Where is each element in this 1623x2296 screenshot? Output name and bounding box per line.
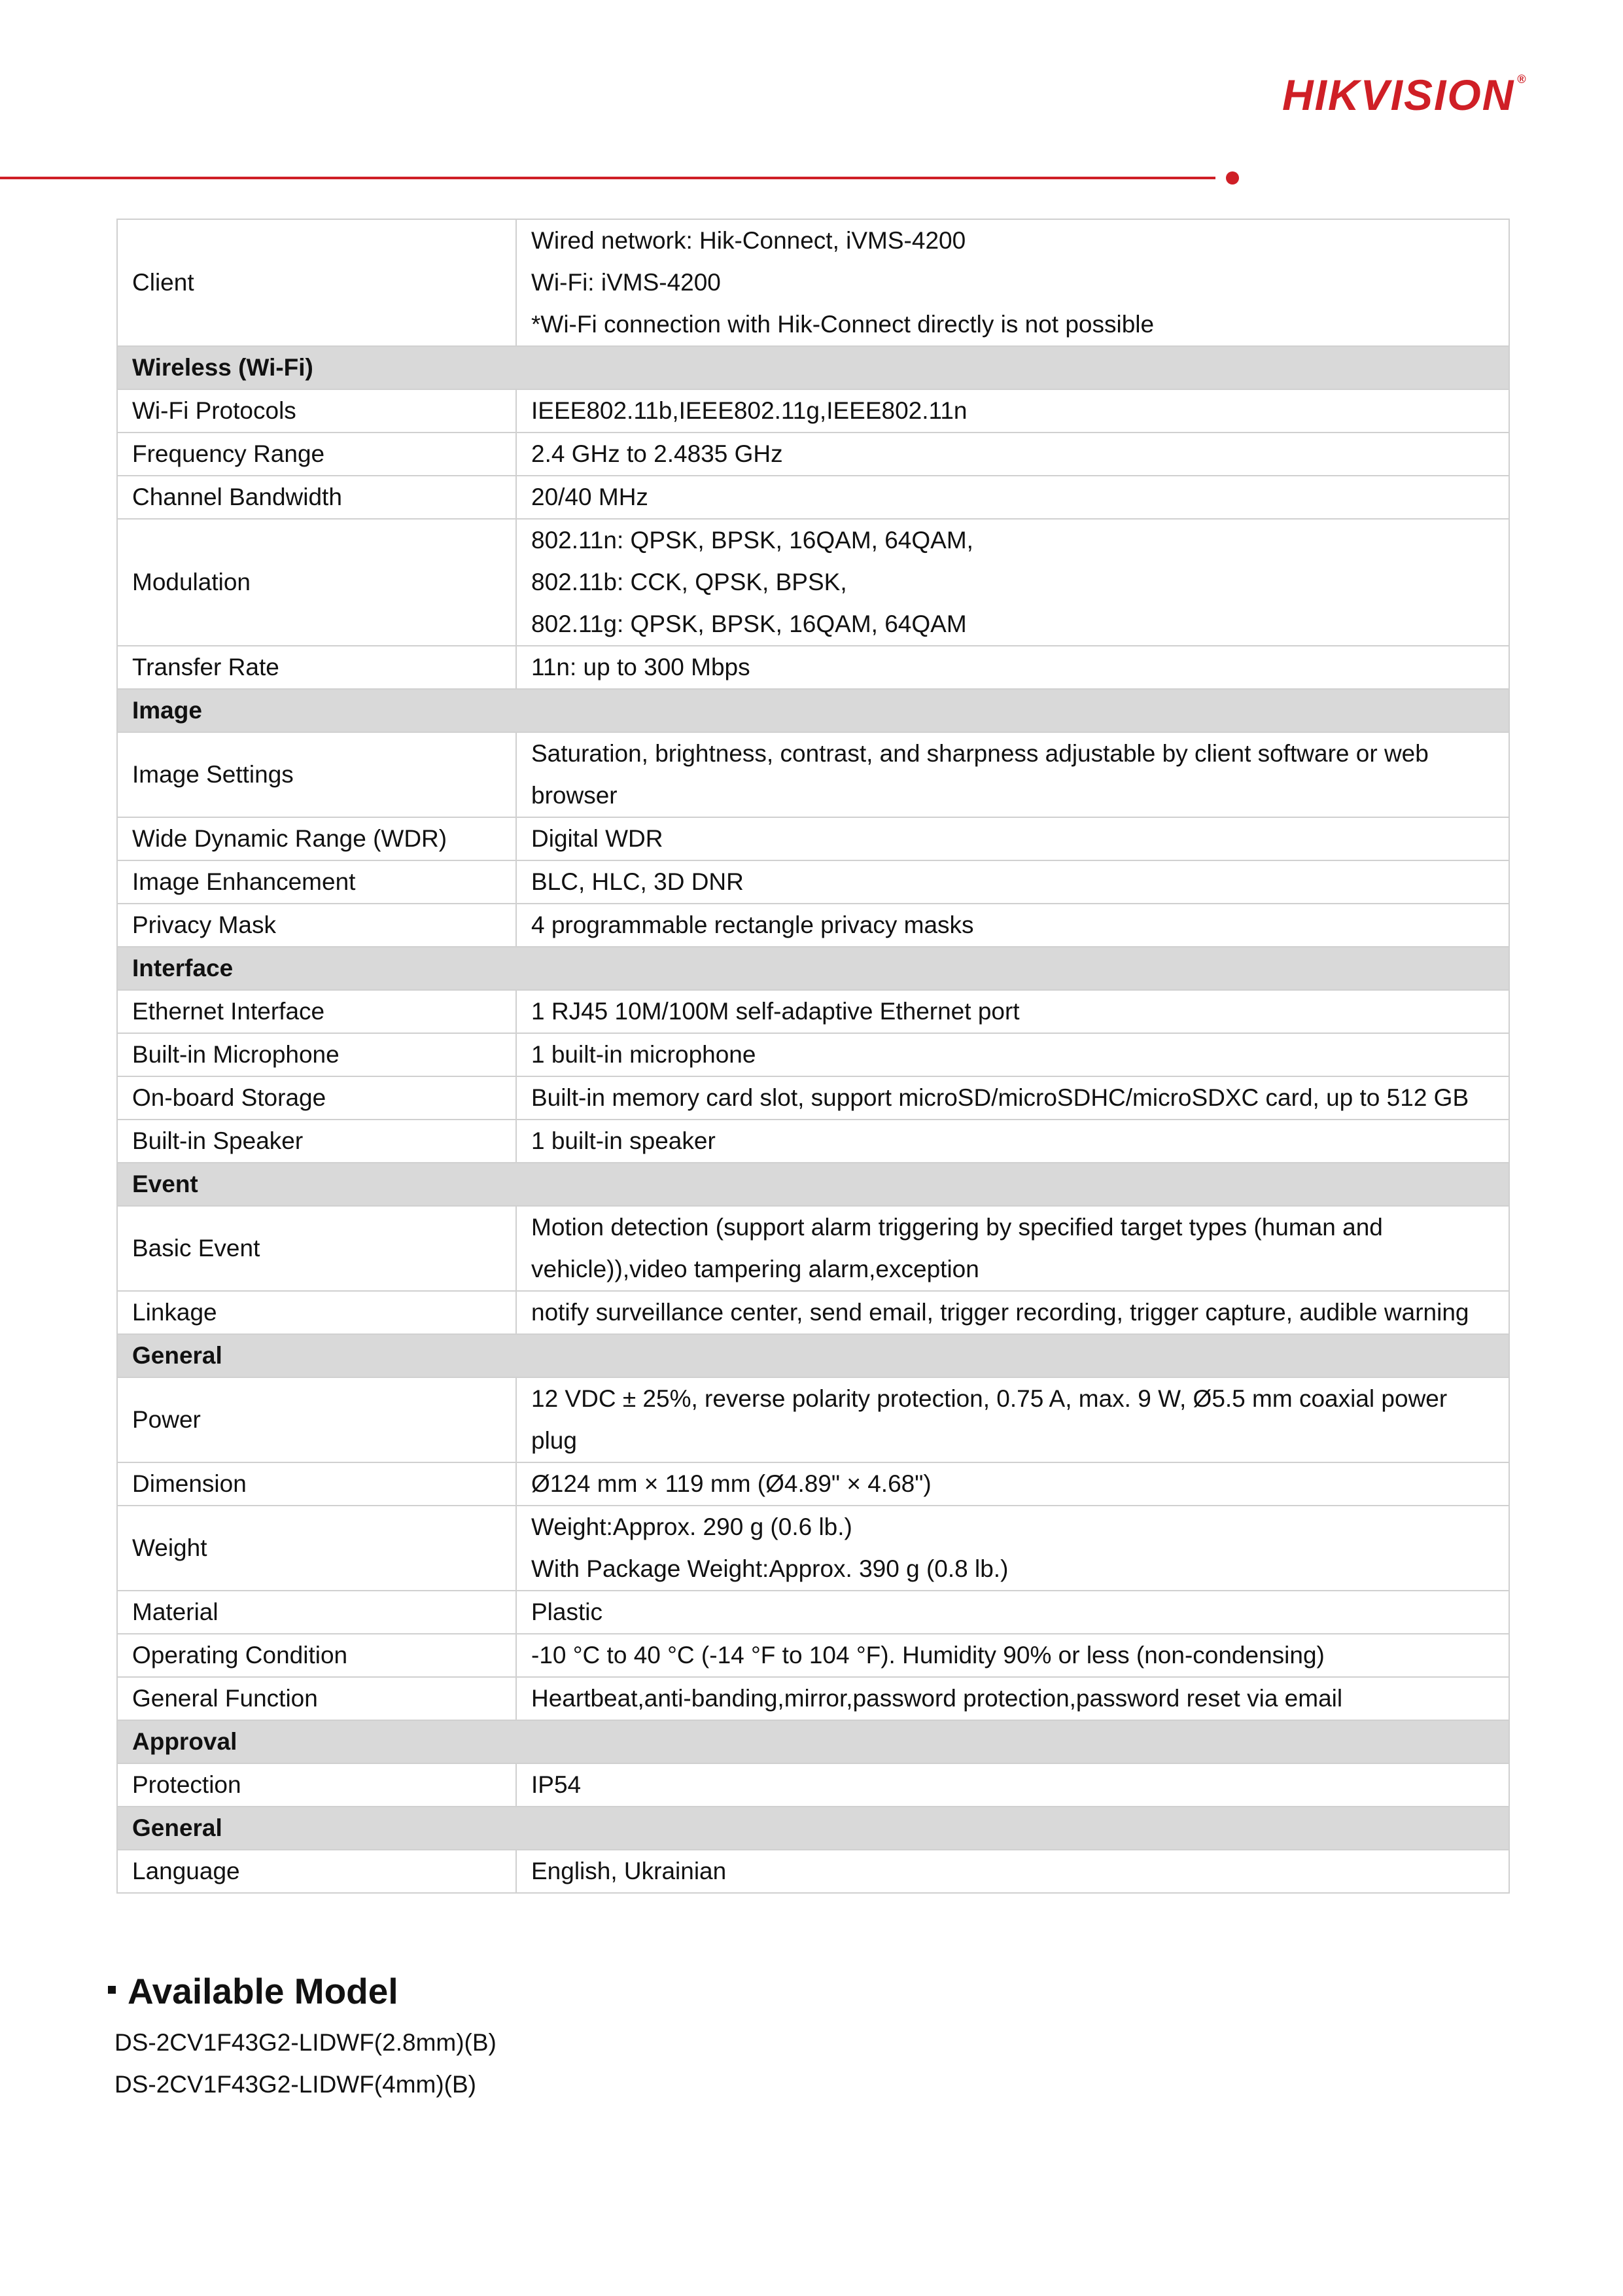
spec-row: [117, 860, 1509, 904]
spec-value: [516, 1120, 1509, 1163]
spec-value-line: Motion detection (support alarm triggering by specified target types (human and vehicle)),video tampering alarm,exception: [531, 1214, 1383, 1282]
section-header-row: [117, 1720, 1509, 1763]
spec-value-line: 1 RJ45 10M/100M self-adaptive Ethernet port: [531, 998, 1020, 1025]
header-divider: [0, 177, 1215, 179]
spec-label: General Function: [117, 1677, 516, 1720]
spec-value-line: With Package Weight:Approx. 390 g (0.8 lb.): [531, 1555, 1009, 1582]
spec-value-line: 4 programmable rectangle privacy masks: [531, 911, 974, 938]
brand-name: HIKVISION: [1282, 71, 1515, 119]
spec-label: Basic Event: [117, 1206, 516, 1291]
spec-value-line: 12 VDC ± 25%, reverse polarity protection, 0.75 A, max. 9 W, Ø5.5 mm coaxial power plug: [531, 1385, 1448, 1454]
section-header-row: [117, 1334, 1509, 1377]
section-header: Wireless (Wi-Fi): [117, 346, 1509, 389]
spec-value-line: *Wi-Fi connection with Hik-Connect directly is not possible: [531, 311, 1155, 338]
spec-row: [117, 646, 1509, 689]
spec-value: [516, 1591, 1509, 1634]
spec-row: [117, 1291, 1509, 1334]
spec-value: [516, 1850, 1509, 1893]
spec-value: [516, 433, 1509, 476]
spec-row: [117, 1206, 1509, 1291]
available-model-heading: [108, 1969, 398, 2013]
spec-value-line: notify surveillance center, send email, trigger recording, trigger capture, audible warning: [531, 1299, 1469, 1326]
available-model-title: Available Model: [128, 1971, 398, 2011]
model-item: DS-2CV1F43G2-LIDWF(4mm)(B): [114, 2071, 476, 2098]
spec-value: [516, 1462, 1509, 1506]
spec-row: [117, 1591, 1509, 1634]
spec-row: [117, 1377, 1509, 1462]
spec-label: Protection: [117, 1763, 516, 1807]
spec-label: Image Settings: [117, 732, 516, 817]
spec-label: Transfer Rate: [117, 646, 516, 689]
spec-row: [117, 1076, 1509, 1120]
spec-row: [117, 1033, 1509, 1076]
section-header: Approval: [117, 1720, 1509, 1763]
section-header: Interface: [117, 947, 1509, 990]
spec-label: Built-in Microphone: [117, 1033, 516, 1076]
spec-label: Wi-Fi Protocols: [117, 389, 516, 433]
header-divider-dot: [1226, 171, 1239, 185]
spec-value-line: Wired network: Hik-Connect, iVMS-4200: [531, 227, 966, 254]
spec-value: [516, 817, 1509, 860]
spec-value: [516, 1763, 1509, 1807]
spec-value-line: -10 °C to 40 °C (-14 °F to 104 °F). Humidity 90% or less (non-condensing): [531, 1642, 1325, 1669]
spec-row: [117, 1850, 1509, 1893]
spec-value: [516, 389, 1509, 433]
specification-table: [116, 219, 1510, 1894]
spec-value-line: Built-in memory card slot, support microSD/microSDHC/microSDXC card, up to 512 GB: [531, 1084, 1469, 1111]
spec-value-line: Ø124 mm × 119 mm (Ø4.89" × 4.68"): [531, 1470, 932, 1497]
spec-value: [516, 1076, 1509, 1120]
spec-value: [516, 219, 1509, 346]
spec-label: Privacy Mask: [117, 904, 516, 947]
spec-value: [516, 990, 1509, 1033]
spec-row: [117, 433, 1509, 476]
spec-row: [117, 389, 1509, 433]
spec-value-line: IEEE802.11b,IEEE802.11g,IEEE802.11n: [531, 397, 968, 424]
spec-value-line: 802.11n: QPSK, BPSK, 16QAM, 64QAM,: [531, 527, 973, 554]
spec-row: [117, 904, 1509, 947]
spec-label: Ethernet Interface: [117, 990, 516, 1033]
spec-value: [516, 1677, 1509, 1720]
spec-value-line: Heartbeat,anti-banding,mirror,password protection,password reset via email: [531, 1685, 1343, 1712]
spec-value-line: Wi-Fi: iVMS-4200: [531, 269, 721, 296]
model-item: DS-2CV1F43G2-LIDWF(2.8mm)(B): [114, 2029, 497, 2056]
section-header: Image: [117, 689, 1509, 732]
spec-label: Linkage: [117, 1291, 516, 1334]
spec-value-line: 1 built-in microphone: [531, 1041, 756, 1068]
section-header: Event: [117, 1163, 1509, 1206]
section-header-row: [117, 947, 1509, 990]
spec-row: [117, 1462, 1509, 1506]
spec-label: Image Enhancement: [117, 860, 516, 904]
spec-value: [516, 519, 1509, 646]
section-header-row: [117, 1807, 1509, 1850]
spec-row: [117, 1677, 1509, 1720]
spec-value-line: Plastic: [531, 1598, 602, 1625]
spec-label: Weight: [117, 1506, 516, 1591]
spec-row: [117, 1120, 1509, 1163]
section-header-row: [117, 689, 1509, 732]
spec-value: [516, 476, 1509, 519]
spec-row: [117, 732, 1509, 817]
bullet-icon: [108, 1986, 116, 1994]
spec-label: Operating Condition: [117, 1634, 516, 1677]
spec-row: [117, 519, 1509, 646]
spec-value: [516, 1291, 1509, 1334]
spec-label: Language: [117, 1850, 516, 1893]
spec-label: Channel Bandwidth: [117, 476, 516, 519]
spec-value: [516, 1033, 1509, 1076]
spec-value-line: Digital WDR: [531, 825, 663, 852]
spec-row: [117, 990, 1509, 1033]
spec-label: Modulation: [117, 519, 516, 646]
spec-value-line: 20/40 MHz: [531, 484, 648, 510]
spec-row: [117, 1763, 1509, 1807]
hikvision-logo: [1282, 71, 1527, 119]
spec-row: [117, 1506, 1509, 1591]
spec-value-line: IP54: [531, 1771, 582, 1798]
section-header: General: [117, 1334, 1509, 1377]
available-model-list: [114, 2022, 497, 2106]
spec-label: Wide Dynamic Range (WDR): [117, 817, 516, 860]
spec-value-line: 1 built-in speaker: [531, 1127, 716, 1154]
spec-value-line: Saturation, brightness, contrast, and sharpness adjustable by client software or web browser: [531, 740, 1429, 809]
registered-mark: ®: [1517, 73, 1527, 86]
spec-label: Material: [117, 1591, 516, 1634]
spec-row: [117, 1634, 1509, 1677]
spec-value-line: BLC, HLC, 3D DNR: [531, 868, 744, 895]
spec-value-line: 11n: up to 300 Mbps: [531, 654, 750, 680]
spec-value-line: 802.11g: QPSK, BPSK, 16QAM, 64QAM: [531, 610, 967, 637]
spec-row: [117, 476, 1509, 519]
spec-value-line: Weight:Approx. 290 g (0.6 lb.): [531, 1513, 852, 1540]
spec-value: [516, 904, 1509, 947]
spec-label: Power: [117, 1377, 516, 1462]
spec-row: [117, 219, 1509, 346]
spec-value: [516, 646, 1509, 689]
spec-value: [516, 1206, 1509, 1291]
spec-row: [117, 817, 1509, 860]
spec-value-line: English, Ukrainian: [531, 1858, 727, 1884]
spec-value: [516, 1506, 1509, 1591]
specification-table-body: [117, 219, 1509, 1893]
spec-label: Built-in Speaker: [117, 1120, 516, 1163]
spec-value: [516, 1377, 1509, 1462]
spec-label: Dimension: [117, 1462, 516, 1506]
spec-value-line: 2.4 GHz to 2.4835 GHz: [531, 440, 783, 467]
spec-value: [516, 1634, 1509, 1677]
section-header-row: [117, 346, 1509, 389]
spec-label: On-board Storage: [117, 1076, 516, 1120]
section-header: General: [117, 1807, 1509, 1850]
section-header-row: [117, 1163, 1509, 1206]
spec-value: [516, 860, 1509, 904]
spec-value: [516, 732, 1509, 817]
spec-label: Client: [117, 219, 516, 346]
spec-label: Frequency Range: [117, 433, 516, 476]
spec-value-line: 802.11b: CCK, QPSK, BPSK,: [531, 569, 847, 595]
